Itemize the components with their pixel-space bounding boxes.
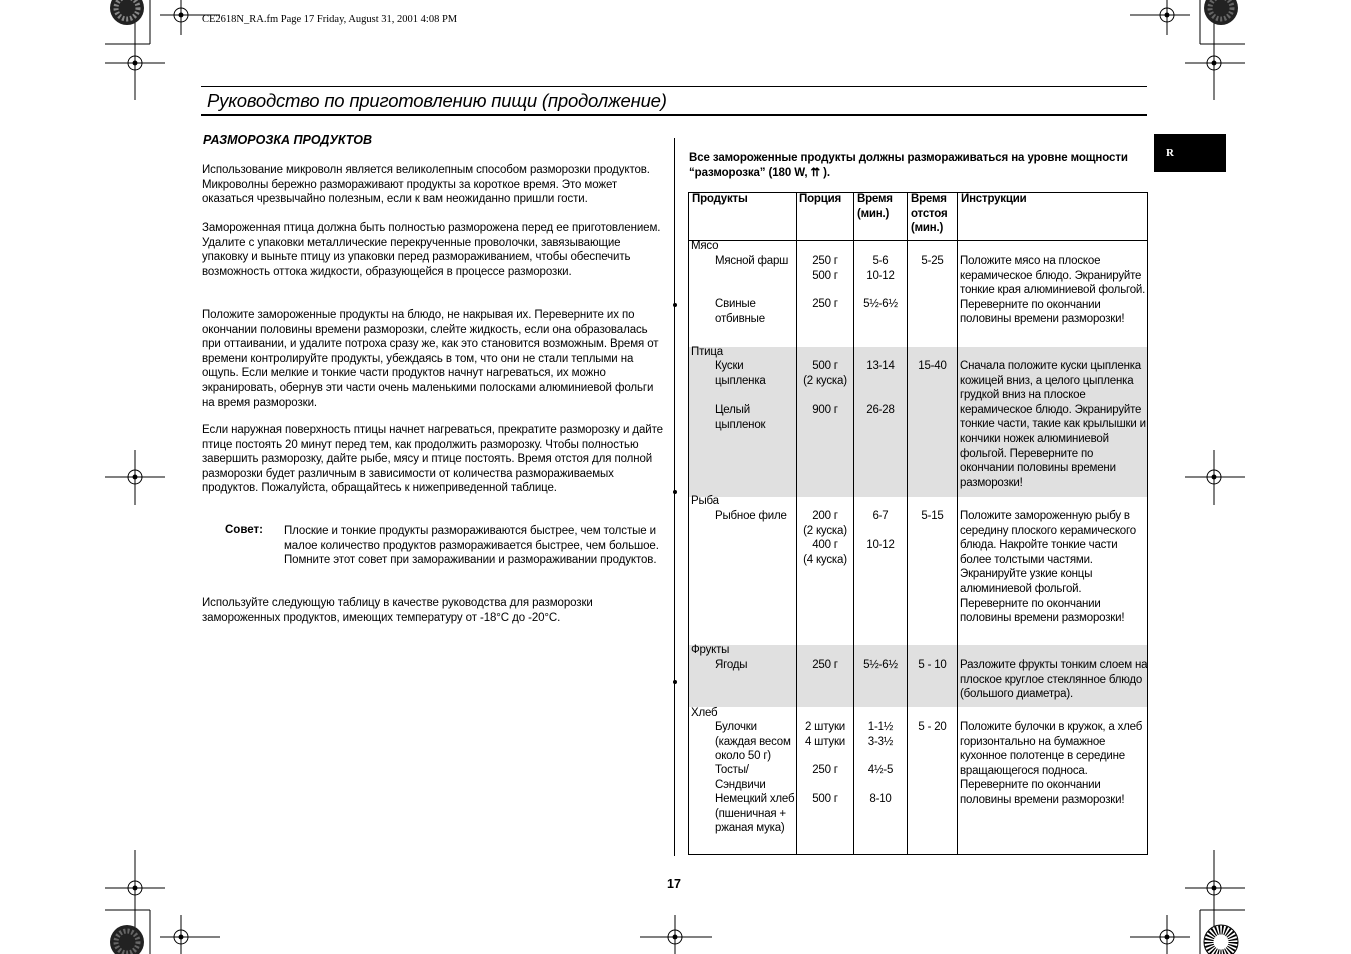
standing-fruit: 5 - 10 [918,659,947,671]
paragraph-2 [202,221,664,279]
page-title: Руководство по приготовлению пищи (продолжение) [207,90,667,111]
paragraph-1 [202,163,664,207]
section-title: РАЗМОРОЗКА ПРОДУКТОВ [203,133,372,147]
item-chicken-pieces: Куски цыпленка [715,360,766,387]
tip-label: Совет: [225,524,263,536]
item-berries: Ягоды [715,659,748,671]
portion-toast: 250 г [812,764,838,776]
time-rolls: 1-1½ 3-3½ [867,721,894,748]
paragraph-4-text: Если наружная поверхность птицы начнет нагреваться, прекратите разморозку и дайте птице постоять 20 минут перед тем, как продолжить разморозку. Чтобы полностью завершить разморозку, дайте рыбе, мясу и птице постоять. Время отстоя для полной разморозки будет различным в зависимости от количества размораживаемых продуктов. Пожалуйста, обращайтесь к нижеприведенной таблице. [202,424,663,495]
portion-berries: 250 г [812,659,838,671]
portion-fish-fillet: 200 г (2 куска) 400 г (4 куска) [803,510,847,566]
item-toast: Тосты/ Сэндвичи [715,764,766,791]
page-number: 17 [667,877,681,891]
column-divider [674,138,675,856]
closing-text: Используйте следующую таблицу в качестве руководства для разморозки замороженных продуктов, имеющих температуру от -18°C до -20°C. [202,597,593,624]
standing-meat: 5-25 [921,255,944,267]
standing-poultry: 15-40 [918,360,947,372]
category-meat: Мясо [691,240,719,252]
time-pork-chops: 5½-6½ [863,298,898,310]
col-line [957,193,958,854]
time-fish-fillet: 6-7 10-12 [866,510,895,552]
category-bread: Хлеб [691,707,718,719]
closing-paragraph [202,596,664,625]
header-instructions: Инструкции [961,193,1027,205]
item-whole-chicken: Целый цыпленок [715,404,766,431]
power-level-note: Все замороженные продукты должны размораживаться на уровне мощности “разморозка” (180 W, ⇈ ). [689,152,1128,179]
portion-german-bread: 500 г [812,793,838,805]
paragraph-3-text: Положите замороженные продукты на блюдо, не накрывая их. Переверните их по окончании половины времени разморозки, слейте жидкость, если она образовалась при оттаивании, и удалите потроха сразу же, как это становится возможным. Время от времени контролируйте продукты, убеждаясь в том, что они не стали теплыми на ощупь. Если мелкие и тонкие части продуктов начнут нагреваться, их можно экранировать, обернув эти части очень маленькими полосками алюминиевой фольги на время разморозки. [202,309,659,409]
item-rolls: Булочки (каждая весом около 50 г) [715,721,791,763]
portion-pork-chops: 250 г [812,298,838,310]
portion-minced-meat: 250 г 500 г [812,255,838,282]
time-whole-chicken: 26-28 [866,404,895,416]
title-rule-top [201,86,1147,87]
item-german-bread: Немецкий хлеб (пшеничная + ржаная мука) [715,793,795,835]
category-fruit: Фрукты [691,644,730,656]
item-minced-meat: Мясной фарш [715,255,789,267]
binding-dot [673,490,677,494]
header-standing: Время отстоя (мин.) [911,193,948,235]
header-portion: Порция [799,193,841,205]
time-berries: 5½-6½ [863,659,898,671]
language-tab [1154,134,1226,172]
header-product: Продукты [692,193,748,205]
standing-bread: 5 - 20 [918,721,947,733]
language-tab-letter: R [1166,147,1174,159]
instructions-fish: Положите замороженную рыбу в середину плоского керамического блюда. Накройте тонкие части более толстыми частями. Экранируйте узкие концы алюминиевой фольгой. Переверните по окончании половины времени разморозки! [960,510,1136,625]
paragraph-3 [202,308,664,410]
category-fish: Рыба [691,495,719,507]
instructions-fruit: Разложите фрукты тонким слоем на плоское круглое стеклянное блюдо (большого диаметра). [960,659,1148,701]
paragraph-2-text: Замороженная птица должна быть полностью разморожена перед ее приготовлением. Удалите с упаковки металлические перекрученные проволочки, завязывающие упаковку и выньте птицу из упаковки перед размораживанием, чтобы обеспечить возможность оттока жидкости, образующейся в процессе разморозки. [202,222,661,278]
paragraph-4 [202,423,664,496]
portion-chicken-pieces: 500 г (2 куска) [803,360,847,387]
portion-rolls: 2 штуки 4 штуки [804,721,846,748]
binding-dot [673,680,677,684]
time-chicken-pieces: 13-14 [866,360,895,372]
item-pork-chops: Свиные отбивные [715,298,765,325]
category-poultry: Птица [691,346,723,358]
instructions-bread: Положите булочки в кружок, а хлеб горизонтально на бумажное кухонное полотенце в середине вращающегося подноса. Переверните по окончании половины времени разморозки! [960,721,1143,806]
instructions-meat: Положите мясо на плоское керамическое блюдо. Экранируйте тонкие края алюминиевой фольгой. Переверните по окончании половины времени разморозки! [960,255,1146,326]
instructions-poultry: Сначала положите куски цыпленка кожицей вниз, а целого цыпленка грудкой вниз на плоское керамическое блюдо. Экранируйте тонкие части, такие как крылышки и кончики ножек алюминиевой фольгой. Переверните по окончании половины времени разморозки! [960,360,1146,489]
binding-dot [673,303,677,307]
time-german-bread: 8-10 [869,793,892,805]
portion-whole-chicken: 900 г [812,404,838,416]
time-minced-meat: 5-6 10-12 [866,255,895,282]
tip-text: Плоские и тонкие продукты размораживаются быстрее, чем толстые и малое количество продуктов размораживается быстрее, чем большое. Помните этот совет при замораживании и размораживании продуктов. [284,525,659,567]
title-rule-bottom [201,114,1147,116]
file-info-line: CE2618N_RA.fm Page 17 Friday, August 31, 2001 4:08 PM [202,14,458,25]
header-time: Время (мин.) [857,193,893,220]
paragraph-1-text: Использование микроволн является великолепным способом разморозки продуктов. Микроволны бережно размораживают продукты за короткое время. Это может оказаться чрезвычайно полезным, если к вам неожиданно пришли гости. [202,164,650,206]
time-toast: 4½-5 [867,764,894,776]
item-fish-fillet: Рыбное филе [715,510,787,522]
standing-fish: 5-15 [921,510,944,522]
header-divider [689,240,1147,241]
defrost-table [688,192,1148,855]
